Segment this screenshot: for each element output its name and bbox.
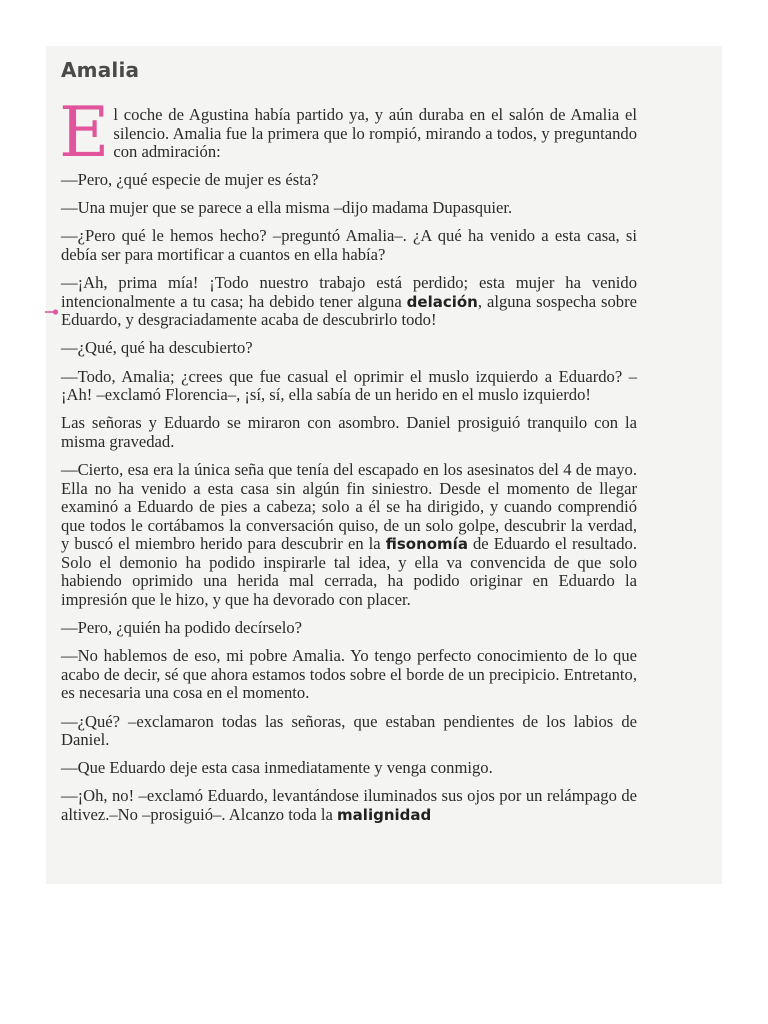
paragraph-1-text: l coche de Agustina había partido ya, y aún duraba en el salón de Amalia el silencio. Amalia fue la primera que lo rompió, mirando a todos, y preguntando con admiración: (113, 105, 637, 162)
book-page (46, 46, 722, 884)
paragraph-6: —¿Qué, qué ha descubierto? (61, 338, 253, 358)
paragraph-14-text-a: —¡Oh, no! –exclamó Eduardo, levantándose iluminados sus ojos por un relámpago de altivez.–No –prosiguió–. Alcanzo toda la (61, 786, 637, 824)
paragraph-2: —Pero, ¿qué especie de mujer es ésta? (61, 170, 319, 190)
paragraph-10: —Pero, ¿quién ha podido decírselo? (61, 618, 302, 638)
paragraph-5 (61, 274, 637, 330)
paragraph-8: Las señoras y Eduardo se miraron con asombro. Daniel prosiguió tranquilo con la misma gravedad. (61, 413, 637, 451)
paragraph-5-text-a: —¡Ah, prima mía! ¡Todo nuestro trabajo está perdido; esta mujer ha venido intencionalmente a tu casa; ha debido tener alguna (61, 273, 637, 311)
keyword-delacion: delación (406, 292, 478, 311)
keyword-malignidad: malignidad (337, 805, 432, 824)
paragraph-12: —¿Qué? –exclamaron todas las señoras, que estaban pendientes de los labios de Daniel. (61, 711, 637, 750)
drop-cap: E (59, 93, 110, 173)
paragraph-9-text-a: —Cierto, esa era la única seña que tenía del escapado en los asesinatos del 4 de mayo. Ella no ha venido a esta casa sin algún fin siniestro. Desde el momento de llegar examinó a Eduardo de pies a cabeza; solo a él se ha dirigido, y cuando comprendió que todos le cortábamos la conversación quiso, de un solo golpe, descubrir la verdad, y buscó el miembro herido para descubrir en la (61, 459, 637, 554)
arrow-marker-icon (45, 307, 59, 317)
paragraph-9 (61, 461, 637, 610)
page-title: Amalia (61, 58, 140, 82)
paragraph-4: —¿Pero qué le hemos hecho? –preguntó Amalia–. ¿A qué ha venido a esta casa, si debía ser para mortificar a cuantos en ella había? (61, 226, 637, 265)
paragraph-14 (61, 787, 637, 824)
paragraph-1 (59, 93, 637, 173)
paragraph-5-text-c: , alguna sospecha sobre Eduardo, y desgraciadamente acaba de descubrirlo todo! (61, 291, 637, 330)
paragraph-3: —Una mujer que se parece a ella misma –dijo madama Dupasquier. (61, 198, 513, 218)
paragraph-11: —No hablemos de eso, mi pobre Amalia. Yo tengo perfecto conocimiento de lo que acabo de decir, sé que ahora estamos todos sobre el borde de un precipicio. Entretanto, es necesaria una cosa en el momento. (61, 646, 637, 703)
keyword-fisonomia: fisonomía (385, 535, 468, 554)
paragraph-9-text-c: de Eduardo el resultado. Solo el demonio ha podido inspirarle tal idea, y ella va convencida de que solo habiendo oprimido una herida mal cerrada, ha podido originar en Eduardo la impresión que le hizo, y que ha devorado con placer. (61, 534, 637, 610)
paragraph-13: —Que Eduardo deje esta casa inmediatamente y venga conmigo. (61, 758, 493, 778)
paragraph-7: —Todo, Amalia; ¿crees que fue casual el oprimir el muslo izquierdo a Eduardo? –¡Ah! –exclamó Florencia–, ¡sí, sí, ella sabía de un herido en el muslo izquierdo! (61, 366, 637, 405)
body-text (59, 93, 637, 834)
